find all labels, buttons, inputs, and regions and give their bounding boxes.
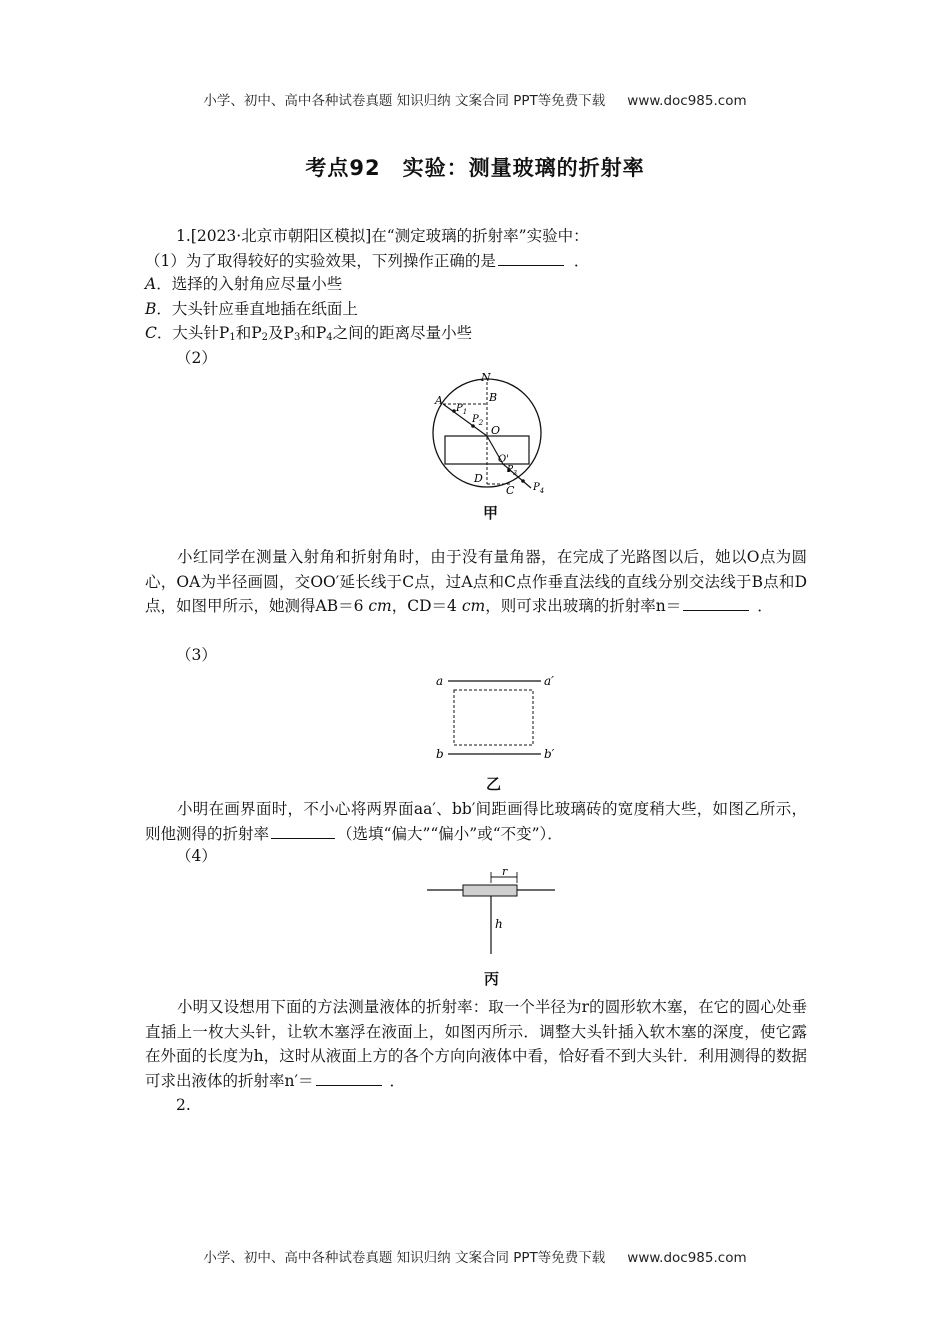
label-a-prime: a′ [544,674,554,688]
option-c-text-2: 和P [235,324,262,342]
glass-brick [454,690,533,745]
label-p1: $P_1$ [456,403,468,416]
page-header [0,89,950,109]
part-2-text-a: 小红同学在测量入射角和折射角时，由于没有量角器，在完成了光路图以后，她以O点为圆心，OA为半径画圆，交OO′延长线于C点，过A点和C点作垂直法线的直线分别交法线于B点和D点，如图甲所示，她测得AB＝6 [145,548,807,615]
part-1-stem [145,250,589,271]
label-h: h [495,917,503,931]
answer-blank-2[interactable] [683,595,749,611]
option-a-text: ．选择的入射角应尽量小些 [156,275,343,293]
figure-bing-diagram [425,866,557,964]
part-2-text-d: ． [757,597,773,615]
figure-jia-caption: 甲 [483,504,499,522]
option-c-text-1: ．大头针P [156,324,230,342]
label-r: r [502,866,508,878]
part-4-label: （4） [176,847,217,865]
option-c-sub-4: 4 [326,332,333,343]
option-c-sub-3: 3 [293,332,301,343]
option-c-text-3: 及P [268,324,294,342]
unit-cm-2: cm [461,597,486,615]
label-a: A [435,394,443,407]
label-p4: $P_4$ [533,482,545,495]
question-2-label: 2. [176,1096,191,1114]
figure-yi-diagram [428,668,568,768]
part-3-label: （3） [176,646,217,664]
part-1-stem-text: （1）为了取得较好的实验效果，下列操作正确的是 [145,252,496,270]
header-text: 小学、初中、高中各种试卷真题 知识归纳 文案合同 PPT等免费下载 [203,93,606,109]
option-b-letter: B [145,300,157,318]
question-1-intro: 1.[2023·北京市朝阳区模拟]在“测定玻璃的折射率”实验中： [176,227,589,245]
part-3-paragraph [145,797,807,846]
title-label: 考点92 [305,156,381,180]
option-c-letter: C [145,324,157,342]
unit-cm-1: cm [368,597,392,615]
title-topic: 实验：测量玻璃的折射率 [402,156,645,180]
label-d: D [474,472,483,485]
label-b: B [489,391,498,404]
figure-jia-diagram [425,366,560,502]
footer-link[interactable]: www.doc985.com [627,1250,747,1266]
option-b [145,299,358,319]
page-footer [0,1246,950,1266]
part-2-text-c: ，则可求出玻璃的折射率n＝ [485,597,682,615]
part-4-paragraph [145,995,807,1093]
answer-blank-1[interactable] [498,250,564,266]
option-a [145,274,342,294]
option-c [145,323,472,343]
option-c-text-5: 之间的距离尽量小些 [332,324,473,342]
label-a-lower: a [436,674,444,688]
answer-blank-4[interactable] [316,1070,382,1086]
label-n: N [481,371,491,384]
label-p3: $P_3$ [507,465,517,477]
option-c-text-4: 和P [300,324,327,342]
figure-yi-caption: 乙 [486,775,502,793]
label-b-lower: b [436,747,444,761]
label-b-prime: b′ [544,747,555,761]
part-2-paragraph [145,545,807,619]
label-c: C [506,484,515,497]
option-c-sub-2: 2 [261,332,268,343]
pin-p4 [521,479,525,483]
part-4-text-b: ． [389,1071,406,1090]
cork [463,885,517,896]
part-2-text-b: ，CD＝4 [391,597,462,615]
page-title [0,152,950,182]
label-o: O [491,424,501,437]
part-3-text-b: （选填“偏大”“偏小”或“不变”）． [337,824,563,843]
footer-text: 小学、初中、高中各种试卷真题 知识归纳 文案合同 PPT等免费下载 [203,1250,606,1266]
part-4-text-a: 小明又设想用下面的方法测量液体的折射率：取一个半径为r的圆形软木塞，在它的圆心处垂直插上一枚大头针，让软木塞浮在液面上，如图丙所示．调整大头针插入软木塞的深度，使它露在外面的长度为h，这时从液面上方的各个方向向液体中看，恰好看不到大头针．利用测得的数据可求出液体的折射率n′＝ [145,998,807,1090]
figure-bing-caption: 丙 [484,970,500,988]
part-2-label: （2） [176,349,217,367]
header-link[interactable]: www.doc985.com [627,93,747,109]
part-3-text-a: 小明在画界面时，不小心将两界面aa′、bb′间距画得比玻璃砖的宽度稍大些，如图乙所示，则他测得的折射率 [145,800,807,843]
option-a-letter: A [145,275,157,293]
part-1-stem-end: ． [573,252,590,270]
option-b-text: ．大头针应垂直地插在纸面上 [156,300,358,318]
answer-blank-3[interactable] [271,823,335,839]
option-c-sub-1: 1 [229,332,236,343]
label-o-prime: O' [498,454,509,465]
label-p2: $P_2$ [472,414,484,427]
